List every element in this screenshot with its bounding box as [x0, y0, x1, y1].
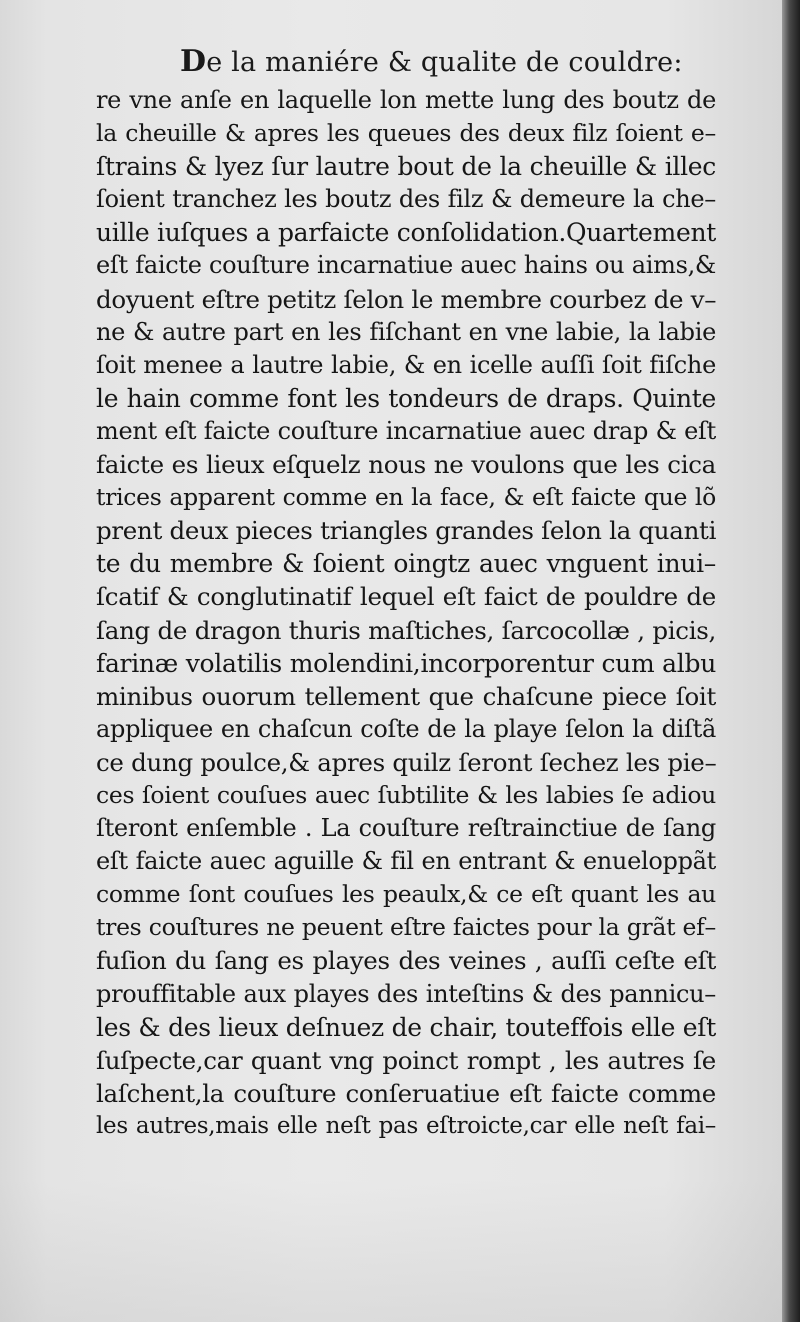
- text-line: uille iuſques a parfaicte conſolidation.Quartement: [96, 218, 716, 248]
- text-line: prouffitable aux playes des inteſtins & des pannicu–: [96, 979, 716, 1008]
- text-line: la cheuille & apres les queues des deux filz ſoient e–: [96, 119, 716, 148]
- text-line: ſang de dragon thuris maſtiches, ſarcocollæ , picis,: [96, 615, 716, 645]
- text-line: comme ſont couſues les peaulx,& ce eſt quant les au: [96, 880, 716, 909]
- text-line: eſt faicte couſture incarnatiue auec hains ou aims,&: [96, 251, 716, 280]
- page-margin-bottom: [0, 1180, 782, 1322]
- text-line: minibus ouorum tellement que chaſcune piece ſoit: [96, 681, 716, 711]
- text-line: les & des lieux deſnuez de chair, touteffois elle eſt: [96, 1012, 716, 1042]
- text-line: le hain comme font les tondeurs de draps. Quinte: [96, 383, 716, 413]
- text-line: ne & autre part en les fiſchant en vne labie, la labie: [96, 317, 716, 346]
- text-line: ces ſoient couſues auec ſubtilite & les labies ſe adiou: [96, 780, 716, 809]
- text-line: ſcatif & conglutinatif lequel eſt faict de pouldre de: [96, 582, 716, 612]
- body-text: [96, 84, 716, 1174]
- text-line: farinæ volatilis molendini,incorporentur cum albu: [96, 648, 716, 678]
- text-line: trices apparent comme en la face, & eſt faicte que lõ: [96, 483, 716, 512]
- text-line: ſteront enſemble . La couſture reſtrainctiue de ſang: [96, 814, 716, 843]
- running-head: [180, 38, 683, 86]
- text-line: ce dung poulce,& apres quilz ſeront ſechez les pie–: [96, 747, 716, 777]
- text-line: te du membre & ſoient oingtz auec vnguent inui–: [96, 549, 716, 579]
- text-line: faicte es lieux eſquelz nous ne voulons que les cica: [96, 450, 716, 480]
- text-line: prent deux pieces triangles grandes ſelon la quanti: [96, 516, 716, 546]
- text-line: ſtrains & lyez ſur lautre bout de la cheuille & illec: [96, 152, 716, 182]
- running-head-initial: D: [180, 44, 207, 79]
- text-line: tres couſtures ne peuent eſtre faictes pour la grãt ef–: [96, 913, 716, 942]
- text-line: doyuent eſtre petitz ſelon le membre courbez de v–: [96, 284, 716, 314]
- text-line: les autres,mais elle neſt pas eſtroicte,car elle neſt fai–: [96, 1112, 716, 1139]
- text-line: re vne anſe en laquelle lon mette lung des boutz de: [96, 86, 716, 114]
- text-line: fuſion du ſang es playes des veines , auſſi ceſte eſt: [96, 946, 716, 976]
- text-line: laſchent,la couſture conſeruatiue eſt faicte comme: [96, 1078, 716, 1108]
- text-line: ſoient tranchez les boutz des filz & demeure la che–: [96, 185, 716, 214]
- text-line: ment eſt faicte couſture incarnatiue auec drap & eſt: [96, 416, 716, 445]
- text-line: appliquee en chaſcun coſte de la playe ſelon la diſtã: [96, 714, 716, 743]
- page-edge-shadow: [782, 0, 800, 1322]
- text-line: eſt faicte auec aguille & fil en entrant & enueloppãt: [96, 847, 716, 876]
- text-line: ſoit menee a lautre labie, & en icelle auſſi ſoit fiſche: [96, 350, 716, 379]
- running-head-text: e la maniére & qualite de couldre:: [206, 47, 683, 78]
- text-line: ſuſpecte,car quant vng poinct rompt , les autres ſe: [96, 1045, 716, 1075]
